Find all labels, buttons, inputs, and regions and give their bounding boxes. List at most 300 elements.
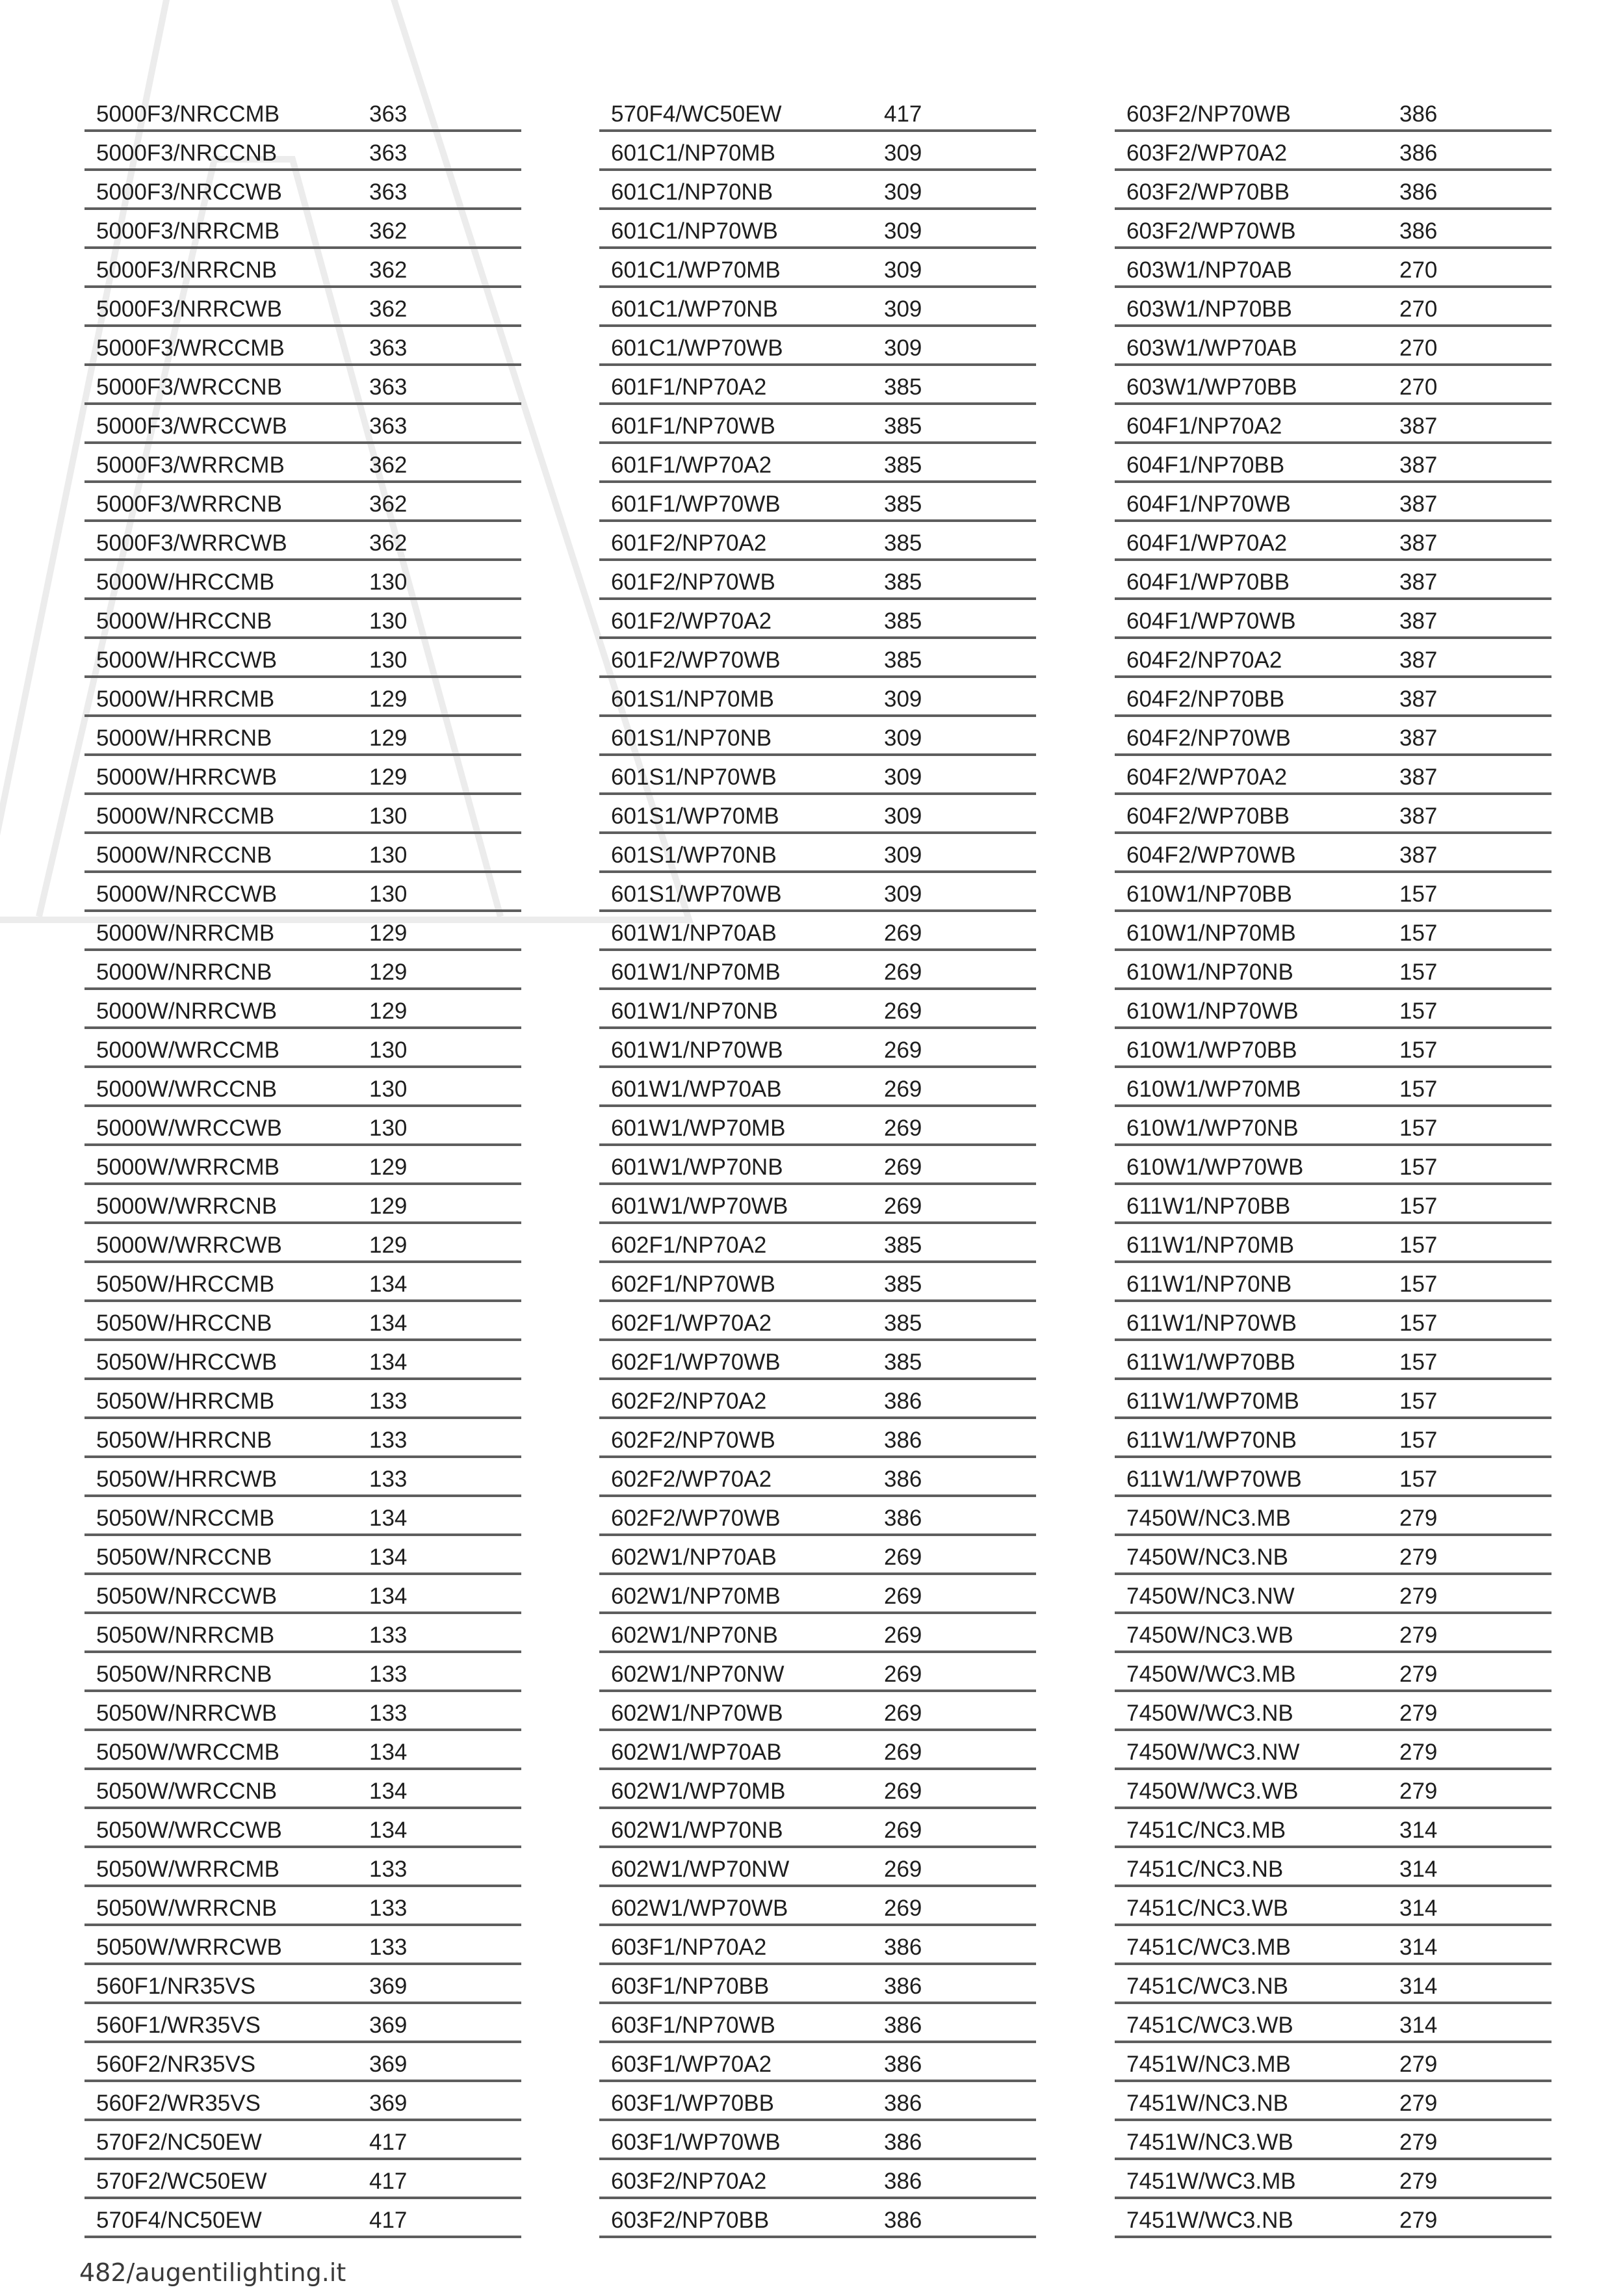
index-row <box>599 2121 1036 2160</box>
product-code: 611W1/NP70BB <box>1126 1194 1291 1219</box>
page-number: 157 <box>1399 1115 1438 1141</box>
page-number: 134 <box>369 1545 408 1570</box>
product-code: 7450W/WC3.MB <box>1126 1662 1296 1687</box>
index-row <box>84 990 521 1029</box>
product-code: 610W1/NP70NB <box>1126 959 1293 985</box>
index-row <box>1115 1263 1552 1302</box>
page-number: 363 <box>369 413 408 439</box>
product-code: 560F1/WR35VS <box>96 2013 261 2038</box>
index-row <box>1115 1692 1552 1731</box>
product-code: 5050W/WRCCNB <box>96 1779 278 1804</box>
page-number: 386 <box>884 2208 922 2233</box>
page-number: 270 <box>1399 335 1438 361</box>
page-number: 157 <box>1399 1233 1438 1258</box>
index-row <box>599 1965 1036 2004</box>
product-code: 602F2/WP70WB <box>611 1506 781 1531</box>
index-row <box>84 717 521 756</box>
index-row <box>84 288 521 327</box>
page-number: 269 <box>884 1584 922 1609</box>
index-row <box>599 1107 1036 1146</box>
index-row <box>599 873 1036 912</box>
page-number: 269 <box>884 1037 922 1063</box>
page-number: 157 <box>1399 1037 1438 1063</box>
product-code: 5050W/HRCCWB <box>96 1350 278 1375</box>
index-row <box>599 1458 1036 1497</box>
product-code: 604F2/NP70BB <box>1126 686 1285 712</box>
product-code: 602W1/NP70NW <box>611 1662 785 1687</box>
index-row <box>84 873 521 912</box>
product-code: 602W1/NP70NB <box>611 1623 778 1648</box>
product-code: 603F1/NP70BB <box>611 1974 770 1999</box>
index-row <box>84 756 521 795</box>
index-row <box>1115 2121 1552 2160</box>
page-number: 279 <box>1399 2208 1438 2233</box>
page-number: 417 <box>369 2208 408 2233</box>
index-row <box>599 1731 1036 1770</box>
page-number: 133 <box>369 1467 408 1492</box>
product-code: 5000F3/NRCCWB <box>96 179 282 205</box>
index-column-2 <box>599 93 1036 2238</box>
page-number: 362 <box>369 257 408 283</box>
page-number: 157 <box>1399 920 1438 946</box>
index-row <box>1115 1497 1552 1536</box>
index-row <box>1115 1107 1552 1146</box>
page-number: 270 <box>1399 374 1438 400</box>
index-row <box>599 522 1036 561</box>
product-code: 5000W/NRRCWB <box>96 998 278 1024</box>
product-code: 7451C/NC3.WB <box>1126 1896 1288 1921</box>
page-number: 387 <box>1399 842 1438 868</box>
index-row <box>1115 288 1552 327</box>
index-row <box>1115 1575 1552 1614</box>
product-code: 610W1/WP70WB <box>1126 1155 1304 1180</box>
page-number: 129 <box>369 1194 408 1219</box>
product-code: 5050W/NRCCWB <box>96 1584 278 1609</box>
product-code: 5050W/NRCCNB <box>96 1545 272 1570</box>
index-row <box>599 990 1036 1029</box>
index-row <box>599 1380 1036 1419</box>
page-number: 270 <box>1399 296 1438 322</box>
product-code: 7451W/NC3.MB <box>1126 2052 1291 2077</box>
product-code: 610W1/WP70MB <box>1126 1076 1301 1102</box>
index-row <box>599 951 1036 990</box>
page-number: 385 <box>884 1350 922 1375</box>
product-code: 7450W/NC3.NB <box>1126 1545 1288 1570</box>
page-number: 417 <box>369 2169 408 2194</box>
page-number: 386 <box>884 2169 922 2194</box>
page-number: 133 <box>369 1428 408 1453</box>
index-row <box>599 1302 1036 1341</box>
index-row <box>599 1068 1036 1107</box>
product-code: 604F2/WP70BB <box>1126 803 1290 829</box>
page-number: 387 <box>1399 803 1438 829</box>
product-code: 604F2/NP70A2 <box>1126 647 1282 673</box>
product-code: 5050W/WRRCMB <box>96 1857 279 1882</box>
page-number: 134 <box>369 1272 408 1297</box>
index-row <box>84 249 521 288</box>
page-number: 157 <box>1399 1467 1438 1492</box>
page-number: 387 <box>1399 413 1438 439</box>
product-code: 5000F3/WRCCNB <box>96 374 282 400</box>
index-row <box>599 444 1036 483</box>
index-row <box>599 2043 1036 2082</box>
page-number: 269 <box>884 1857 922 1882</box>
page-number: 133 <box>369 1389 408 1414</box>
page-number: 269 <box>884 1818 922 1843</box>
index-row <box>599 639 1036 678</box>
index-column-1 <box>84 93 521 2238</box>
page-footer: 482/augentilighting.it <box>79 2258 346 2287</box>
index-row <box>599 834 1036 873</box>
product-code: 601C1/NP70NB <box>611 179 773 205</box>
index-row <box>599 1848 1036 1887</box>
product-code: 5050W/HRRCWB <box>96 1467 278 1492</box>
page-number: 279 <box>1399 1779 1438 1804</box>
product-code: 601F2/WP70WB <box>611 647 781 673</box>
page-number: 386 <box>1399 140 1438 166</box>
page-number: 134 <box>369 1506 408 1531</box>
index-row <box>84 2082 521 2121</box>
product-code: 7450W/WC3.NB <box>1126 1701 1293 1726</box>
index-row <box>84 1224 521 1263</box>
index-row <box>84 1848 521 1887</box>
page-number: 385 <box>884 569 922 595</box>
index-row <box>599 1614 1036 1653</box>
index-row <box>84 951 521 990</box>
index-row <box>1115 1458 1552 1497</box>
index-row <box>1115 1731 1552 1770</box>
product-code: 5000F3/WRRCNB <box>96 491 282 517</box>
page-number: 385 <box>884 530 922 556</box>
page-number: 279 <box>1399 1701 1438 1726</box>
index-row <box>84 2043 521 2082</box>
page-number: 309 <box>884 140 922 166</box>
index-row <box>1115 93 1552 132</box>
product-code: 7450W/NC3.MB <box>1126 1506 1291 1531</box>
page-number: 363 <box>369 140 408 166</box>
page-number: 269 <box>884 1662 922 1687</box>
index-row <box>84 1146 521 1185</box>
product-code: 602W1/WP70MB <box>611 1779 786 1804</box>
index-row <box>1115 1068 1552 1107</box>
product-code: 7451W/NC3.WB <box>1126 2130 1293 2155</box>
product-code: 601W1/WP70WB <box>611 1194 788 1219</box>
page-number: 309 <box>884 881 922 907</box>
index-row <box>1115 1302 1552 1341</box>
index-row <box>84 1458 521 1497</box>
index-row <box>84 1887 521 1926</box>
index-row <box>599 327 1036 366</box>
page-number: 157 <box>1399 1311 1438 1336</box>
page-number: 269 <box>884 1623 922 1648</box>
index-row <box>599 405 1036 444</box>
page-number: 129 <box>369 725 408 751</box>
product-code: 5000W/WRCCMB <box>96 1037 279 1063</box>
product-code: 5050W/WRCCWB <box>96 1818 282 1843</box>
page-number: 309 <box>884 842 922 868</box>
page-number: 363 <box>369 335 408 361</box>
page-number: 157 <box>1399 1428 1438 1453</box>
index-row <box>599 561 1036 600</box>
page-number: 386 <box>884 2013 922 2038</box>
index-row <box>84 639 521 678</box>
page-number: 385 <box>884 374 922 400</box>
index-row <box>84 2199 521 2238</box>
product-code: 601W1/NP70NB <box>611 998 778 1024</box>
index-row <box>1115 1536 1552 1575</box>
page-number: 279 <box>1399 2091 1438 2116</box>
product-code: 611W1/WP70MB <box>1126 1389 1299 1414</box>
index-row <box>599 717 1036 756</box>
product-code: 603F1/NP70WB <box>611 2013 775 2038</box>
index-row <box>1115 1848 1552 1887</box>
index-row <box>1115 1224 1552 1263</box>
page-number: 130 <box>369 608 408 634</box>
page-number: 134 <box>369 1350 408 1375</box>
page-number: 309 <box>884 686 922 712</box>
index-row <box>1115 405 1552 444</box>
product-code: 570F2/WC50EW <box>96 2169 267 2194</box>
page-number: 269 <box>884 1740 922 1765</box>
page-number: 134 <box>369 1311 408 1336</box>
page-number: 279 <box>1399 2052 1438 2077</box>
product-code: 7450W/NC3.WB <box>1126 1623 1293 1648</box>
product-code: 5050W/NRCCMB <box>96 1506 275 1531</box>
page-number: 385 <box>884 491 922 517</box>
page-number: 363 <box>369 374 408 400</box>
page-number: 157 <box>1399 1272 1438 1297</box>
page-number: 269 <box>884 1896 922 1921</box>
product-code: 5050W/HRRCMB <box>96 1389 275 1414</box>
page-number: 157 <box>1399 1194 1438 1219</box>
index-row <box>599 1263 1036 1302</box>
index-row <box>84 444 521 483</box>
index-row <box>599 1497 1036 1536</box>
index-row <box>84 795 521 834</box>
product-code: 7451W/WC3.MB <box>1126 2169 1296 2194</box>
product-code: 7451C/WC3.NB <box>1126 1974 1288 1999</box>
product-code: 610W1/NP70WB <box>1126 998 1299 1024</box>
index-row <box>84 1575 521 1614</box>
page-number: 309 <box>884 764 922 790</box>
product-code: 603W1/WP70AB <box>1126 335 1297 361</box>
product-code: 602F1/WP70WB <box>611 1350 781 1375</box>
product-code: 601S1/NP70MB <box>611 686 774 712</box>
page-number: 386 <box>884 1974 922 1999</box>
page-number: 130 <box>369 1115 408 1141</box>
index-row <box>599 912 1036 951</box>
index-row <box>1115 1029 1552 1068</box>
page-number: 386 <box>884 2052 922 2077</box>
product-code: 602F2/NP70WB <box>611 1428 775 1453</box>
page-number: 130 <box>369 1037 408 1063</box>
page-number: 279 <box>1399 1662 1438 1687</box>
product-code: 5000W/HRCCMB <box>96 569 275 595</box>
product-code: 601S1/NP70NB <box>611 725 772 751</box>
page-number: 133 <box>369 1896 408 1921</box>
index-row <box>84 405 521 444</box>
page-number: 385 <box>884 608 922 634</box>
product-code: 604F1/NP70BB <box>1126 452 1285 478</box>
index-row <box>599 1419 1036 1458</box>
page-number: 129 <box>369 764 408 790</box>
product-code: 604F1/WP70BB <box>1126 569 1290 595</box>
index-row <box>84 93 521 132</box>
index-row <box>1115 1887 1552 1926</box>
product-code: 602W1/NP70WB <box>611 1701 783 1726</box>
product-code: 601S1/WP70NB <box>611 842 777 868</box>
page-number: 309 <box>884 296 922 322</box>
index-row <box>599 210 1036 249</box>
product-code: 603F1/WP70WB <box>611 2130 781 2155</box>
index-row <box>1115 171 1552 210</box>
index-row <box>1115 1341 1552 1380</box>
index-row <box>1115 2082 1552 2121</box>
product-code: 601W1/WP70NB <box>611 1155 783 1180</box>
index-row <box>84 327 521 366</box>
product-code: 603F2/NP70BB <box>611 2208 770 2233</box>
product-code: 5000W/WRCCWB <box>96 1115 282 1141</box>
page-number: 362 <box>369 452 408 478</box>
product-code: 603W1/NP70BB <box>1126 296 1292 322</box>
index-row <box>599 1887 1036 1926</box>
product-code: 603W1/WP70BB <box>1126 374 1297 400</box>
product-code: 602W1/NP70MB <box>611 1584 781 1609</box>
product-code: 5000F3/WRCCMB <box>96 335 285 361</box>
page-number: 369 <box>369 2091 408 2116</box>
index-row <box>1115 600 1552 639</box>
page-number: 387 <box>1399 764 1438 790</box>
page-number: 134 <box>369 1740 408 1765</box>
product-code: 602W1/NP70AB <box>611 1545 777 1570</box>
index-row <box>599 483 1036 522</box>
index-row <box>84 210 521 249</box>
page-number: 134 <box>369 1818 408 1843</box>
page-number: 386 <box>1399 101 1438 127</box>
product-code: 5000W/HRRCMB <box>96 686 275 712</box>
page-number: 269 <box>884 959 922 985</box>
product-code: 611W1/WP70NB <box>1126 1428 1297 1453</box>
product-code: 601C1/WP70MB <box>611 257 781 283</box>
index-row <box>84 1107 521 1146</box>
index-row <box>599 366 1036 405</box>
index-row <box>1115 990 1552 1029</box>
page-number: 157 <box>1399 881 1438 907</box>
index-row <box>599 2160 1036 2199</box>
index-row <box>1115 912 1552 951</box>
page-number: 386 <box>884 2091 922 2116</box>
index-row <box>84 1497 521 1536</box>
product-code: 601W1/NP70AB <box>611 920 777 946</box>
index-row <box>1115 795 1552 834</box>
page-number: 157 <box>1399 998 1438 1024</box>
index-row <box>599 1146 1036 1185</box>
page-number: 130 <box>369 842 408 868</box>
page-number: 369 <box>369 2052 408 2077</box>
page-number: 387 <box>1399 491 1438 517</box>
index-row <box>84 600 521 639</box>
product-code: 601W1/WP70AB <box>611 1076 782 1102</box>
product-code: 601C1/WP70NB <box>611 296 778 322</box>
page-number: 130 <box>369 881 408 907</box>
product-code: 5050W/WRRCNB <box>96 1896 278 1921</box>
page-number: 386 <box>884 1428 922 1453</box>
product-code: 603F1/WP70BB <box>611 2091 774 2116</box>
product-code: 570F2/NC50EW <box>96 2130 262 2155</box>
index-row <box>599 2004 1036 2043</box>
index-row <box>599 171 1036 210</box>
product-code: 5050W/HRCCNB <box>96 1311 272 1336</box>
index-row <box>599 756 1036 795</box>
index-row <box>84 522 521 561</box>
product-code: 5000W/NRCCWB <box>96 881 278 907</box>
product-code: 611W1/NP70MB <box>1126 1233 1295 1258</box>
index-row <box>84 1770 521 1809</box>
index-row <box>1115 873 1552 912</box>
product-code: 602F1/NP70A2 <box>611 1233 767 1258</box>
page-number: 314 <box>1399 1935 1438 1960</box>
index-row <box>599 2199 1036 2238</box>
page-number: 314 <box>1399 2013 1438 2038</box>
product-code: 5000F3/NRRCNB <box>96 257 278 283</box>
index-row <box>599 795 1036 834</box>
index-row <box>599 288 1036 327</box>
product-code: 602W1/WP70AB <box>611 1740 782 1765</box>
page-number: 369 <box>369 1974 408 1999</box>
index-row <box>84 2004 521 2043</box>
index-row <box>599 1926 1036 1965</box>
product-code: 5050W/NRRCWB <box>96 1701 278 1726</box>
index-row <box>599 93 1036 132</box>
page-number: 279 <box>1399 1545 1438 1570</box>
product-code: 603F2/WP70A2 <box>1126 140 1288 166</box>
index-row <box>84 1926 521 1965</box>
index-row <box>1115 444 1552 483</box>
page-number: 269 <box>884 1194 922 1219</box>
product-code: 603W1/NP70AB <box>1126 257 1292 283</box>
page-number: 309 <box>884 803 922 829</box>
index-row <box>84 1068 521 1107</box>
page-number: 133 <box>369 1935 408 1960</box>
index-row <box>84 366 521 405</box>
index-row <box>1115 834 1552 873</box>
product-code: 601F1/NP70WB <box>611 413 775 439</box>
product-code: 7450W/WC3.NW <box>1126 1740 1300 1765</box>
index-row <box>1115 1419 1552 1458</box>
index-row <box>599 2082 1036 2121</box>
product-code: 601F2/WP70A2 <box>611 608 772 634</box>
product-code: 611W1/WP70WB <box>1126 1467 1302 1492</box>
index-row <box>84 1419 521 1458</box>
index-row <box>1115 1185 1552 1224</box>
product-code: 5050W/HRCCMB <box>96 1272 275 1297</box>
product-code: 5000W/HRRCNB <box>96 725 272 751</box>
index-row <box>1115 327 1552 366</box>
page-number: 279 <box>1399 2169 1438 2194</box>
index-row <box>84 1029 521 1068</box>
index-row <box>1115 249 1552 288</box>
product-code: 603F2/WP70WB <box>1126 218 1296 244</box>
product-code: 601F1/NP70A2 <box>611 374 767 400</box>
page-number: 269 <box>884 1155 922 1180</box>
product-code: 603F2/NP70A2 <box>611 2169 767 2194</box>
index-row <box>84 2160 521 2199</box>
page-number: 363 <box>369 101 408 127</box>
product-code: 601W1/WP70MB <box>611 1115 786 1141</box>
product-code: 601C1/WP70WB <box>611 335 783 361</box>
index-row <box>84 1263 521 1302</box>
page-number: 309 <box>884 725 922 751</box>
